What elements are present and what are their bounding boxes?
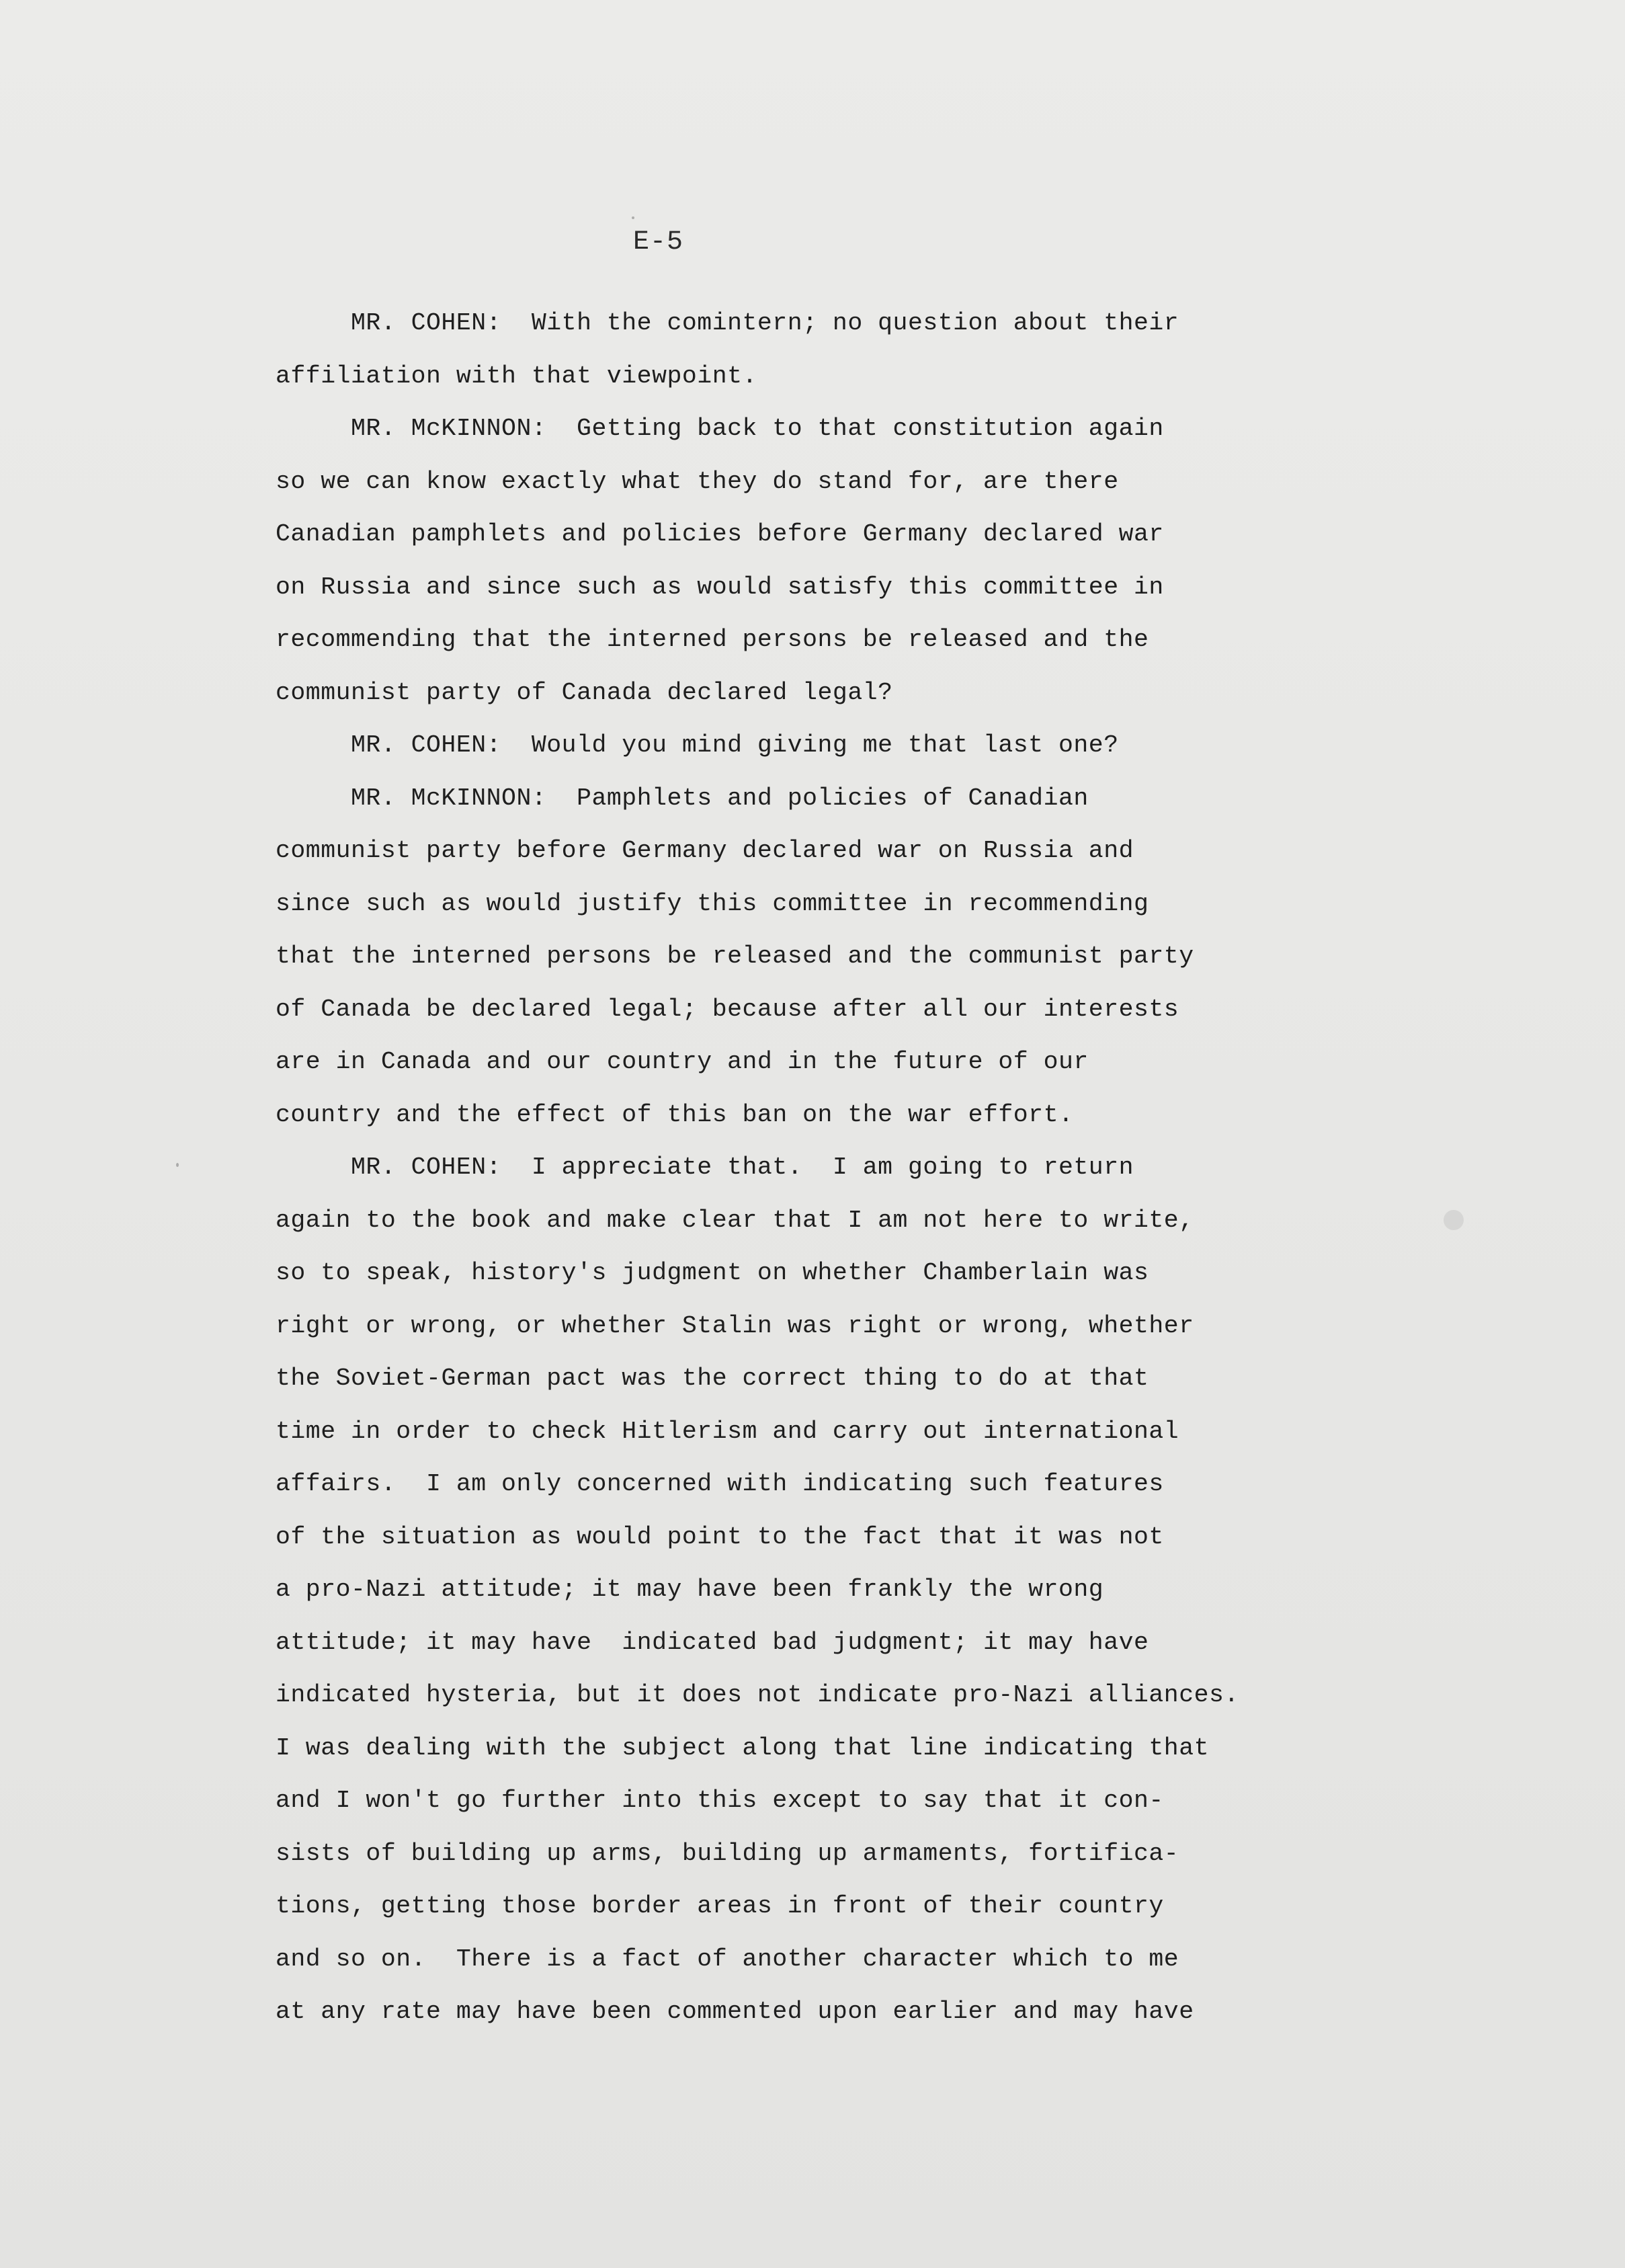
transcript-line (276, 508, 1284, 561)
transcript-line (276, 825, 1284, 878)
transcript-line (276, 1986, 1284, 2039)
transcript-line (276, 1933, 1284, 1986)
transcript-line (276, 456, 1284, 509)
line-text: the Soviet-German pact was the correct thing to do at that (276, 1365, 1149, 1392)
line-text: I appreciate that. I am going to return (501, 1153, 1134, 1181)
line-text: With the comintern; no question about their (501, 309, 1179, 337)
transcript-line (276, 1247, 1284, 1300)
page-number: E-5 (633, 227, 684, 257)
transcript-line (276, 1617, 1284, 1670)
transcript-line (276, 1036, 1284, 1089)
paper-speck (176, 1163, 179, 1167)
line-text: on Russia and since such as would satisfy this committee in (276, 573, 1164, 601)
transcript-line (276, 1880, 1284, 1933)
line-text: so we can know exactly what they do stand for, are there (276, 467, 1119, 495)
line-text: I was dealing with the subject along that line indicating that (276, 1734, 1210, 1762)
transcript-line (276, 297, 1284, 350)
transcript-line (276, 1300, 1284, 1353)
line-text: communist party before Germany declared war on Russia and (276, 837, 1134, 864)
line-text: indicated hysteria, but it does not indicate pro-Nazi alliances. (276, 1681, 1239, 1709)
transcript-line (276, 1458, 1284, 1511)
line-text: Canadian pamphlets and policies before Germany declared war (276, 520, 1164, 548)
speaker-label: MR. COHEN: (351, 731, 502, 759)
transcript-line (276, 772, 1284, 825)
line-text: affairs. I am only concerned with indicating such features (276, 1470, 1164, 1498)
transcript-line (276, 614, 1284, 667)
transcript-line (276, 561, 1284, 614)
transcript-line (276, 1564, 1284, 1617)
line-text: again to the book and make clear that I am not here to write, (276, 1206, 1194, 1234)
line-text: attitude; it may have indicated bad judgment; it may have (276, 1628, 1149, 1656)
transcript-line (276, 403, 1284, 456)
line-text: of Canada be declared legal; because after all our interests (276, 995, 1179, 1023)
transcript-line (276, 350, 1284, 403)
transcript-line (276, 1141, 1284, 1194)
speaker-label: MR. McKINNON: (351, 784, 547, 812)
paper-speck (1444, 1210, 1464, 1230)
transcript-line (276, 878, 1284, 931)
line-text: country and the effect of this ban on the war effort. (276, 1100, 1074, 1129)
line-text: at any rate may have been commented upon earlier and may have (276, 1998, 1194, 2025)
transcript-line (276, 667, 1284, 720)
line-text: Getting back to that constitution again (546, 415, 1164, 442)
line-text: are in Canada and our country and in the future of our (276, 1048, 1089, 1076)
transcript-line (276, 719, 1284, 772)
paper-speck (632, 216, 634, 219)
line-text: and I won't go further into this except to say that it con- (276, 1787, 1164, 1814)
transcript-body (276, 297, 1284, 2039)
line-text: right or wrong, or whether Stalin was right or wrong, whether (276, 1311, 1194, 1340)
line-text: time in order to check Hitlerism and carry out international (276, 1417, 1179, 1445)
line-text: communist party of Canada declared legal? (276, 678, 893, 706)
transcript-line (276, 983, 1284, 1037)
transcript-line (276, 1828, 1284, 1881)
transcript-line (276, 1722, 1284, 1775)
transcript-line (276, 1194, 1284, 1248)
line-text: Would you mind giving me that last one? (501, 731, 1119, 759)
line-text: Pamphlets and policies of Canadian (546, 784, 1089, 812)
line-text: affiliation with that viewpoint. (276, 362, 757, 390)
transcript-line (276, 1089, 1284, 1142)
transcript-line (276, 1406, 1284, 1459)
speaker-label: MR. McKINNON: (351, 415, 547, 442)
line-text: of the situation as would point to the fact that it was not (276, 1523, 1164, 1551)
line-text: a pro-Nazi attitude; it may have been frankly the wrong (276, 1576, 1104, 1603)
line-text: so to speak, history's judgment on whether Chamberlain was (276, 1259, 1149, 1287)
line-text: since such as would justify this committee in recommending (276, 889, 1149, 918)
line-text: sists of building up arms, building up armaments, fortifica- (276, 1839, 1179, 1867)
line-text: that the interned persons be released and the communist party (276, 942, 1194, 970)
speaker-label: MR. COHEN: (351, 309, 502, 337)
transcript-line (276, 1775, 1284, 1828)
transcript-line (276, 1352, 1284, 1406)
transcript-line (276, 1511, 1284, 1564)
transcript-line (276, 930, 1284, 983)
line-text: and so on. There is a fact of another character which to me (276, 1945, 1179, 1973)
line-text: recommending that the interned persons be released and the (276, 626, 1149, 653)
transcript-line (276, 1669, 1284, 1722)
line-text: tions, getting those border areas in front of their country (276, 1892, 1164, 1920)
speaker-label: MR. COHEN: (351, 1153, 502, 1181)
